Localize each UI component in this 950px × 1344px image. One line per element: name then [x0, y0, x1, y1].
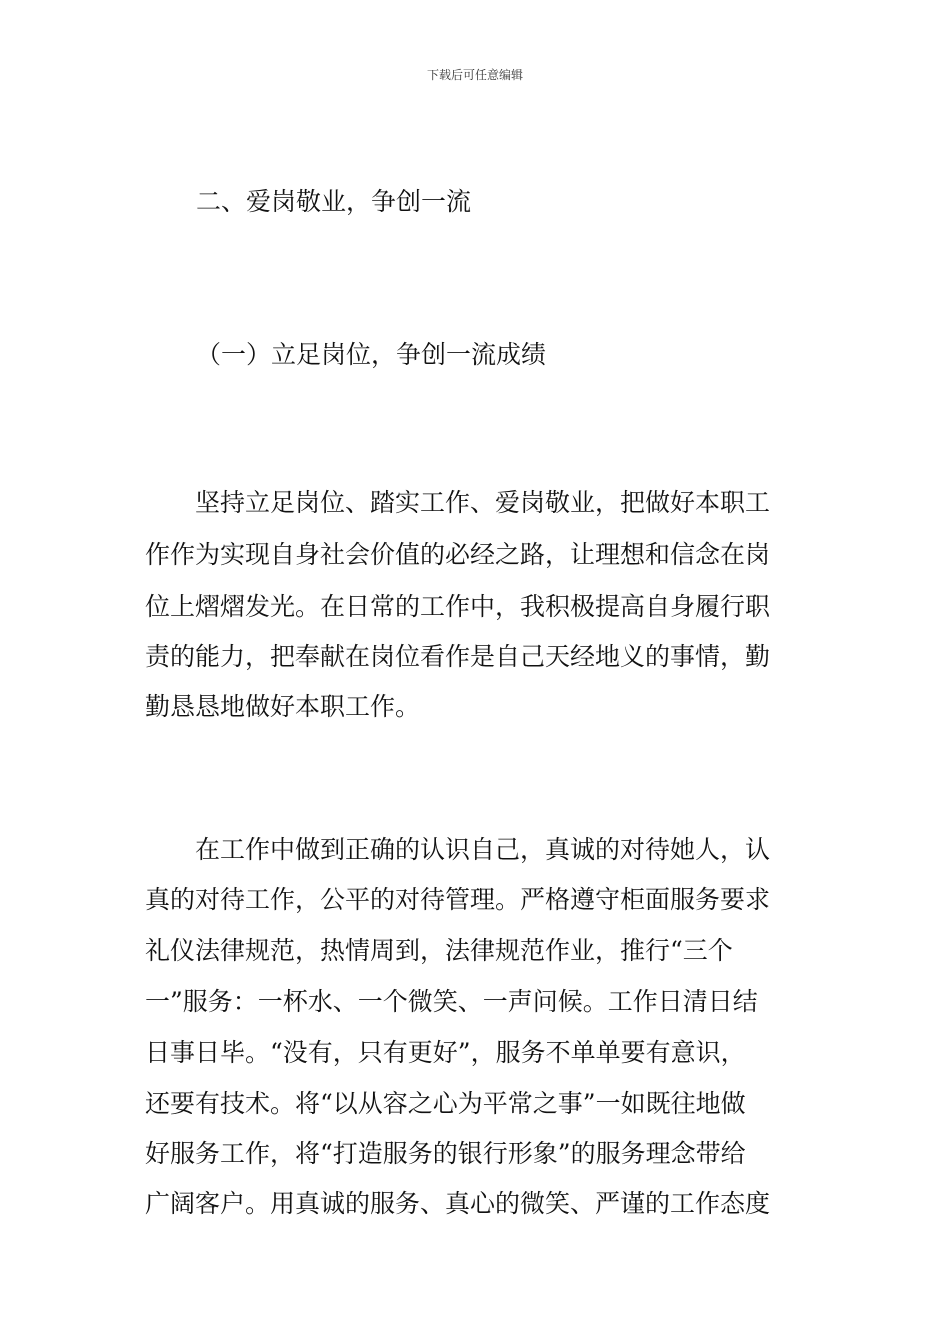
paragraph-line: 勤恳恳地做好本职工作。 — [145, 692, 421, 721]
subsection-heading: （一）立足岗位，争创一流成绩 — [196, 340, 547, 369]
paragraph-line: 礼仪法律规范，热情周到，法律规范作业，推行“三个 — [145, 936, 733, 965]
paragraph-line: 真的对待工作，公平的对待管理。严格遵守柜面服务要求 — [145, 885, 771, 914]
paragraph-line: 一”服务：一杯水、一个微笑、一声问候。工作日清日结 — [145, 987, 758, 1016]
paragraph-line: 好服务工作，将“打造服务的银行形象”的服务理念带给 — [145, 1139, 746, 1168]
paragraph-line: 位上熠熠发光。在日常的工作中，我积极提高自身履行职 — [145, 592, 771, 621]
paragraph-line: 广阔客户。用真诚的服务、真心的微笑、严谨的工作态度 — [145, 1189, 771, 1218]
page-header: 下载后可任意编辑 — [426, 68, 523, 82]
paragraph-line: 日事日毕。“没有，只有更好”，服务不单单要有意识， — [145, 1038, 746, 1067]
paragraph-line: 在工作中做到正确的认识自己，真诚的对待她人，认 — [145, 835, 771, 864]
paragraph-line: 坚持立足岗位、踏实工作、爱岗敬业，把做好本职工 — [145, 488, 771, 517]
paragraph-line: 责的能力，把奉献在岗位看作是自己天经地义的事情，勤 — [145, 642, 771, 671]
section-heading: 二、爱岗敬业，争创一流 — [196, 187, 472, 216]
paragraph-line: 作作为实现自身社会价值的必经之路，让理想和信念在岗 — [145, 540, 771, 569]
paragraph-line: 还要有技术。将“以从容之心为平常之事”一如既往地做 — [145, 1089, 746, 1118]
